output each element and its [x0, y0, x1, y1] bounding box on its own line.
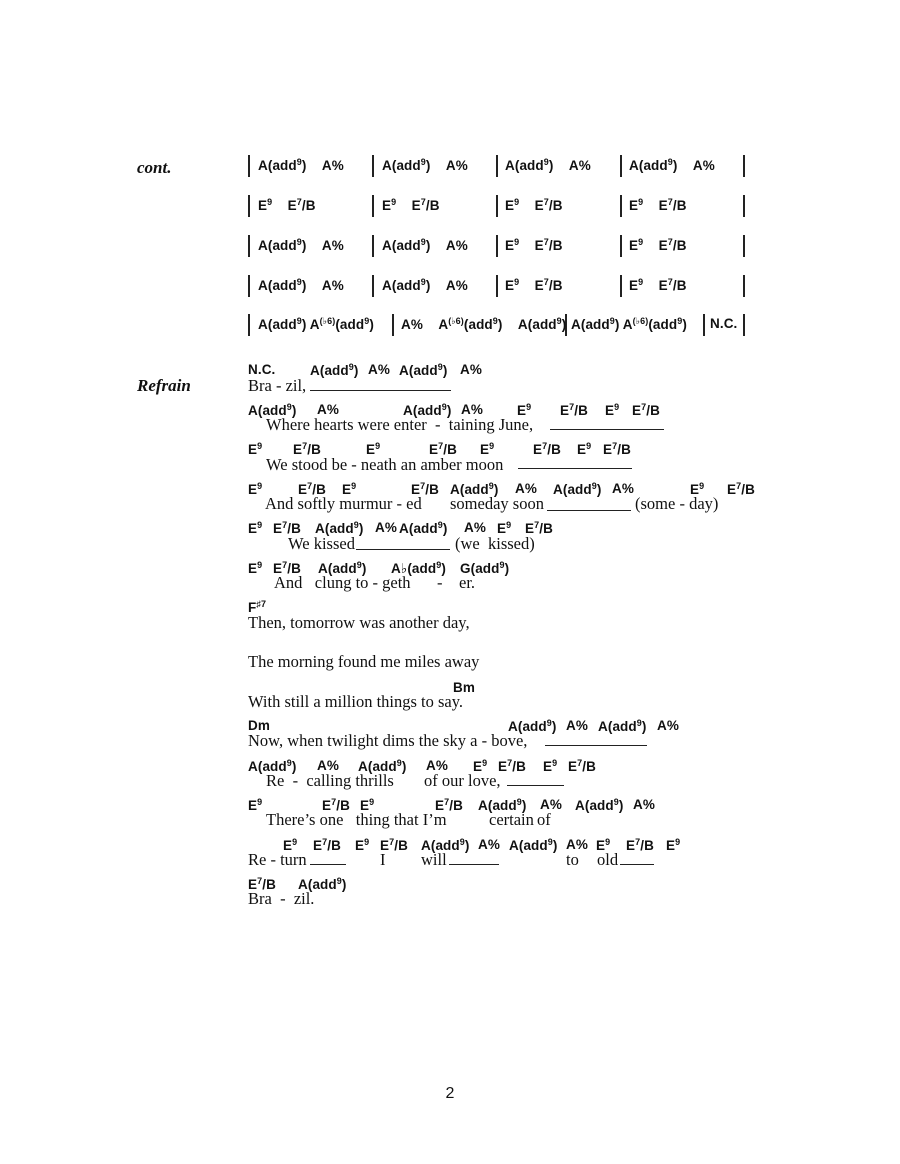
- refrain-chord: A(add$^9$): [509, 837, 558, 853]
- refrain-chord: $E^7/B$: [560, 402, 588, 418]
- refrain-chord: A%: [566, 718, 588, 733]
- grid-chord: A(add$^9$) $A^{(♭6)}(add^9)$: [258, 316, 374, 332]
- extender-line: [356, 549, 450, 550]
- lyric-text: of our love,: [424, 771, 501, 790]
- bar-line: [496, 155, 498, 177]
- extender-line: [310, 864, 346, 865]
- refrain-chord: A%: [464, 520, 486, 535]
- refrain-chord: A(add$^9$): [318, 560, 367, 576]
- lyric-text: And clung to - geth: [274, 573, 411, 592]
- refrain-chord: $E^7/B$: [533, 441, 561, 457]
- grid-chord: $E^9$ $E^7/B$: [382, 197, 440, 213]
- refrain-chord: $E^9$: [248, 520, 263, 536]
- refrain-chord: A%: [460, 362, 482, 377]
- refrain-chord: A%: [426, 758, 448, 773]
- bar-line: [372, 235, 374, 257]
- refrain-chord: $E^7/B$: [525, 520, 553, 536]
- page-number: 2: [445, 1085, 455, 1102]
- extender-line: [518, 468, 632, 469]
- refrain-chord: A(add$^9$): [478, 797, 527, 813]
- refrain-chord: $E^9$: [605, 402, 620, 418]
- refrain-chord: $E^9$: [248, 481, 263, 497]
- extender-line: [507, 785, 564, 786]
- extender-line: [550, 429, 664, 430]
- refrain-chord: A%: [461, 402, 483, 417]
- refrain-chord: A%: [368, 362, 390, 377]
- grid-chord: N.C.: [710, 316, 738, 331]
- refrain-chord: A(add$^9$): [553, 481, 602, 497]
- grid-chord: A(add$^9$) A%: [258, 237, 344, 253]
- grid-chord: A(add$^9$) $A^{(♭6)}(add^9)$: [571, 316, 687, 332]
- refrain-chord: A%: [375, 520, 397, 535]
- bar-line: [496, 235, 498, 257]
- refrain-chord: $E^7/B$: [248, 876, 276, 892]
- refrain-chord: $E^9$: [517, 402, 532, 418]
- grid-chord: A(add$^9$) A%: [258, 277, 344, 293]
- refrain-chord: $E^7/B$: [626, 837, 654, 853]
- grid-chord: A(add$^9$) A%: [382, 157, 468, 173]
- grid-chord: $E^9$ $E^7/B$: [505, 277, 563, 293]
- lyric-text: The morning found me miles away: [248, 652, 480, 671]
- refrain-chord: A(add$^9$): [399, 362, 448, 378]
- grid-chord: $E^9$ $E^7/B$: [505, 237, 563, 253]
- lyric-text: er.: [459, 573, 476, 592]
- bar-line: [496, 275, 498, 297]
- refrain-chord: $E^9$: [366, 441, 381, 457]
- lyric-text: We stood be - neath an amber moon: [266, 455, 504, 474]
- refrain-chord: A%: [540, 797, 562, 812]
- bar-line: [248, 314, 250, 336]
- refrain-chord: A(add$^9$): [508, 718, 557, 734]
- lyric-text: Re - calling thrills: [266, 771, 394, 790]
- refrain-chord: $E^7/B$: [293, 441, 321, 457]
- lyric-text: certain: [489, 810, 534, 829]
- extender-line: [545, 745, 647, 746]
- extender-line: [547, 510, 631, 511]
- bar-line: [248, 275, 250, 297]
- refrain-chord: $E^9$: [342, 481, 357, 497]
- lyric-text: (some - day): [635, 494, 719, 513]
- bar-line: [743, 235, 745, 257]
- refrain-chord: A(add$^9$): [358, 758, 407, 774]
- refrain-label: Refrain: [137, 376, 191, 395]
- bar-line: [743, 195, 745, 217]
- refrain-chord: $E^7/B$: [411, 481, 439, 497]
- grid-chord: $E^9$ $E^7/B$: [629, 277, 687, 293]
- refrain-chord: $E^9$: [355, 837, 370, 853]
- refrain-chord: $E^7/B$: [273, 560, 301, 576]
- lyric-text: Re - turn: [248, 850, 307, 869]
- lyric-text: -: [437, 573, 443, 592]
- refrain-chord: A(add$^9$): [403, 402, 452, 418]
- refrain-chord: $E^9$: [248, 560, 263, 576]
- refrain-chord: $E^9$: [248, 797, 263, 813]
- refrain-chord: $E^9$: [666, 837, 681, 853]
- extender-line: [620, 864, 654, 865]
- bar-line: [743, 275, 745, 297]
- refrain-chord: $E^7/B$: [603, 441, 631, 457]
- grid-chord: $E^9$ $E^7/B$: [629, 237, 687, 253]
- refrain-chord: A(add$^9$): [248, 758, 297, 774]
- refrain-chord: $E^7/B$: [498, 758, 526, 774]
- refrain-chord: $E^7/B$: [632, 402, 660, 418]
- lyric-text: Bra - zil.: [248, 889, 315, 908]
- bar-line: [248, 235, 250, 257]
- refrain-chord: $E^7/B$: [429, 441, 457, 457]
- refrain-chord: A(add$^9$): [598, 718, 647, 734]
- bar-line: [248, 155, 250, 177]
- refrain-chord: $E^9$: [480, 441, 495, 457]
- refrain-chord: $E^9$: [283, 837, 298, 853]
- grid-chord: $E^9$ $E^7/B$: [629, 197, 687, 213]
- bar-line: [496, 195, 498, 217]
- bar-line: [620, 195, 622, 217]
- lyric-text: Where hearts were enter - taining June,: [266, 415, 534, 434]
- refrain-chord: A(add$^9$): [421, 837, 470, 853]
- refrain-chord: G(add$^9$): [460, 560, 510, 576]
- refrain-chord: A(add$^9$): [315, 520, 364, 536]
- refrain-chord: $E^7/B$: [298, 481, 326, 497]
- refrain-chord: A%: [317, 402, 339, 417]
- refrain-chord: $E^9$: [473, 758, 488, 774]
- grid-chord: A% $A^{(♭6)}(add^9)$ A(add$^9$): [401, 316, 567, 332]
- lyric-text: someday soon: [450, 494, 544, 513]
- lyric-text: will: [421, 850, 447, 869]
- refrain-chord: A%: [612, 481, 634, 496]
- lyric-text: to: [566, 850, 579, 869]
- cont-label: cont.: [137, 158, 172, 177]
- bar-line: [392, 314, 394, 336]
- lyric-text: old: [597, 850, 619, 869]
- bar-line: [620, 235, 622, 257]
- bar-line: [372, 275, 374, 297]
- lyric-text: And softly murmur - ed: [265, 494, 422, 513]
- refrain-chord: N.C.: [248, 362, 276, 377]
- lyric-text: I: [380, 850, 386, 869]
- refrain-chord: A(add$^9$): [399, 520, 448, 536]
- lyric-text: Then, tomorrow was another day,: [248, 613, 470, 632]
- lyric-text: There’s one thing that I’m: [266, 810, 447, 829]
- refrain-chord: $E^7/B$: [322, 797, 350, 813]
- refrain-chord: A(add$^9$): [450, 481, 499, 497]
- extender-line: [310, 390, 451, 391]
- refrain-chord: A(add$^9$): [575, 797, 624, 813]
- refrain-chord: $E^7/B$: [313, 837, 341, 853]
- lyric-text: (we kissed): [455, 534, 535, 553]
- refrain-chord: $E^7/B$: [273, 520, 301, 536]
- refrain-chord: $E^7/B$: [435, 797, 463, 813]
- refrain-chord: A♭(add$^9$): [391, 560, 446, 576]
- refrain-chord: $E^7/B$: [568, 758, 596, 774]
- refrain-chord: $E^9$: [360, 797, 375, 813]
- refrain-chord: Bm: [453, 680, 475, 695]
- refrain-chord: A(add$^9$): [248, 402, 297, 418]
- refrain-chord: $E^9$: [596, 837, 611, 853]
- refrain-chord: A(add$^9$): [310, 362, 359, 378]
- lyric-text: Now, when twilight dims the sky a - bove,: [248, 731, 528, 750]
- grid-chord: $E^9$ $E^7/B$: [258, 197, 316, 213]
- lyric-text: Bra - zil,: [248, 376, 307, 395]
- refrain-chord: Dm: [248, 718, 270, 733]
- refrain-chord: $E^9$: [577, 441, 592, 457]
- grid-chord: $E^9$ $E^7/B$: [505, 197, 563, 213]
- refrain-chord: $E^7/B$: [727, 481, 755, 497]
- refrain-chord: A%: [478, 837, 500, 852]
- refrain-chord: $E^9$: [543, 758, 558, 774]
- bar-line: [620, 275, 622, 297]
- refrain-chord: A%: [566, 837, 588, 852]
- refrain-chord: $E^7/B$: [380, 837, 408, 853]
- grid-chord: A(add$^9$) A%: [258, 157, 344, 173]
- refrain-chord: A%: [657, 718, 679, 733]
- grid-chord: A(add$^9$) A%: [382, 237, 468, 253]
- refrain-chord: $E^9$: [248, 441, 263, 457]
- extender-line: [449, 864, 499, 865]
- refrain-chord: A%: [317, 758, 339, 773]
- bar-line: [620, 155, 622, 177]
- lyric-text: With still a million things to say.: [248, 692, 464, 711]
- lyric-text: We kissed: [288, 534, 355, 553]
- grid-chord: A(add$^9$) A%: [629, 157, 715, 173]
- bar-line: [703, 314, 705, 336]
- bar-line: [743, 155, 745, 177]
- refrain-chord: $E^9$: [497, 520, 512, 536]
- refrain-chord: $F^{♯7}$: [248, 599, 267, 615]
- bar-line: [248, 195, 250, 217]
- grid-chord: A(add$^9$) A%: [505, 157, 591, 173]
- refrain-chord: A%: [633, 797, 655, 812]
- refrain-chord: A(add$^9$): [298, 876, 347, 892]
- bar-line: [372, 155, 374, 177]
- refrain-chord: $E^9$: [690, 481, 705, 497]
- refrain-chord: A%: [515, 481, 537, 496]
- bar-line: [372, 195, 374, 217]
- bar-line: [743, 314, 745, 336]
- lyric-text: of: [537, 810, 551, 829]
- grid-chord: A(add$^9$) A%: [382, 277, 468, 293]
